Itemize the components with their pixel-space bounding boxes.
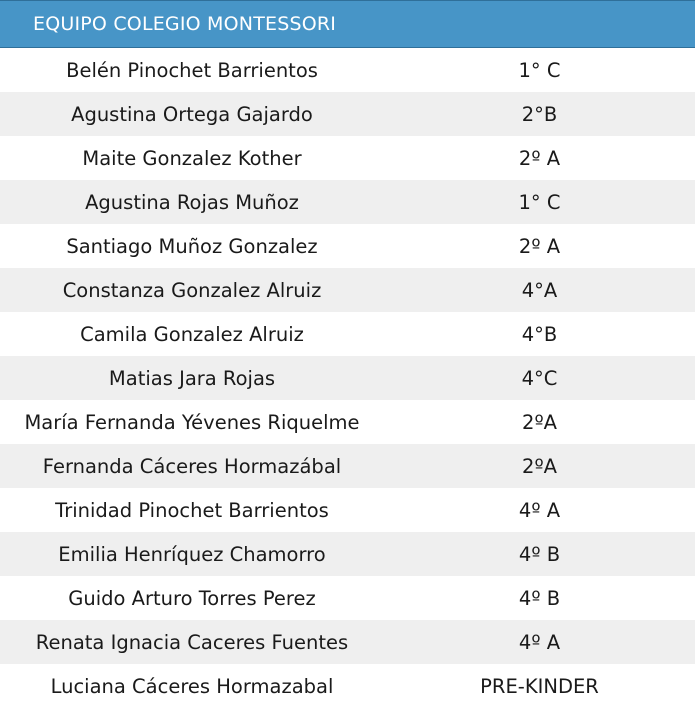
- student-grade: 2ºA: [522, 410, 557, 434]
- student-grade: 4º A: [518, 498, 561, 522]
- table-body: [0, 48, 695, 708]
- table-header: [0, 0, 695, 48]
- table-row: [0, 620, 695, 664]
- table-row: [0, 356, 695, 400]
- table-row: [0, 532, 695, 576]
- table-row: [0, 224, 695, 268]
- student-grade: 2º A: [518, 146, 561, 170]
- student-grade: PRE-KINDER: [480, 674, 599, 698]
- student-name: Guido Arturo Torres Perez: [68, 586, 316, 610]
- table-row: [0, 92, 695, 136]
- table-row: [0, 444, 695, 488]
- student-name: Fernanda Cáceres Hormazábal: [42, 454, 342, 478]
- student-name: Santiago Muñoz Gonzalez: [66, 234, 318, 258]
- student-name: Emilia Henríquez Chamorro: [58, 542, 326, 566]
- table-row: [0, 268, 695, 312]
- student-name: María Fernanda Yévenes Riquelme: [24, 410, 360, 434]
- student-grade: 2º A: [518, 234, 561, 258]
- student-grade: 4°A: [521, 278, 558, 302]
- student-grade: 2°B: [521, 102, 558, 126]
- student-name: Renata Ignacia Caceres Fuentes: [35, 630, 349, 654]
- table-row: [0, 312, 695, 356]
- table-row: [0, 488, 695, 532]
- student-grade: 4º A: [518, 630, 561, 654]
- table-row: [0, 576, 695, 620]
- student-grade: 4°C: [521, 366, 558, 390]
- student-grade: 4º B: [518, 586, 561, 610]
- table-row: [0, 48, 695, 92]
- student-grade: 2ºA: [522, 454, 557, 478]
- student-name: Trinidad Pinochet Barrientos: [55, 498, 329, 522]
- table-row: [0, 180, 695, 224]
- student-name: Belén Pinochet Barrientos: [66, 58, 318, 82]
- student-grade: 1° C: [518, 58, 561, 82]
- student-name: Camila Gonzalez Alruiz: [80, 322, 304, 346]
- student-name: Constanza Gonzalez Alruiz: [62, 278, 322, 302]
- student-grade: 1° C: [518, 190, 561, 214]
- table-row: [0, 664, 695, 708]
- student-name: Luciana Cáceres Hormazabal: [50, 674, 334, 698]
- table-row: [0, 136, 695, 180]
- student-name: Matias Jara Rojas: [108, 366, 276, 390]
- table-row: [0, 400, 695, 444]
- student-grade: 4º B: [518, 542, 561, 566]
- student-name: Maite Gonzalez Kother: [82, 146, 302, 170]
- table-title: EQUIPO COLEGIO MONTESSORI: [33, 13, 337, 35]
- student-name: Agustina Rojas Muñoz: [85, 190, 299, 214]
- student-grade: 4°B: [521, 322, 558, 346]
- student-name: Agustina Ortega Gajardo: [71, 102, 313, 126]
